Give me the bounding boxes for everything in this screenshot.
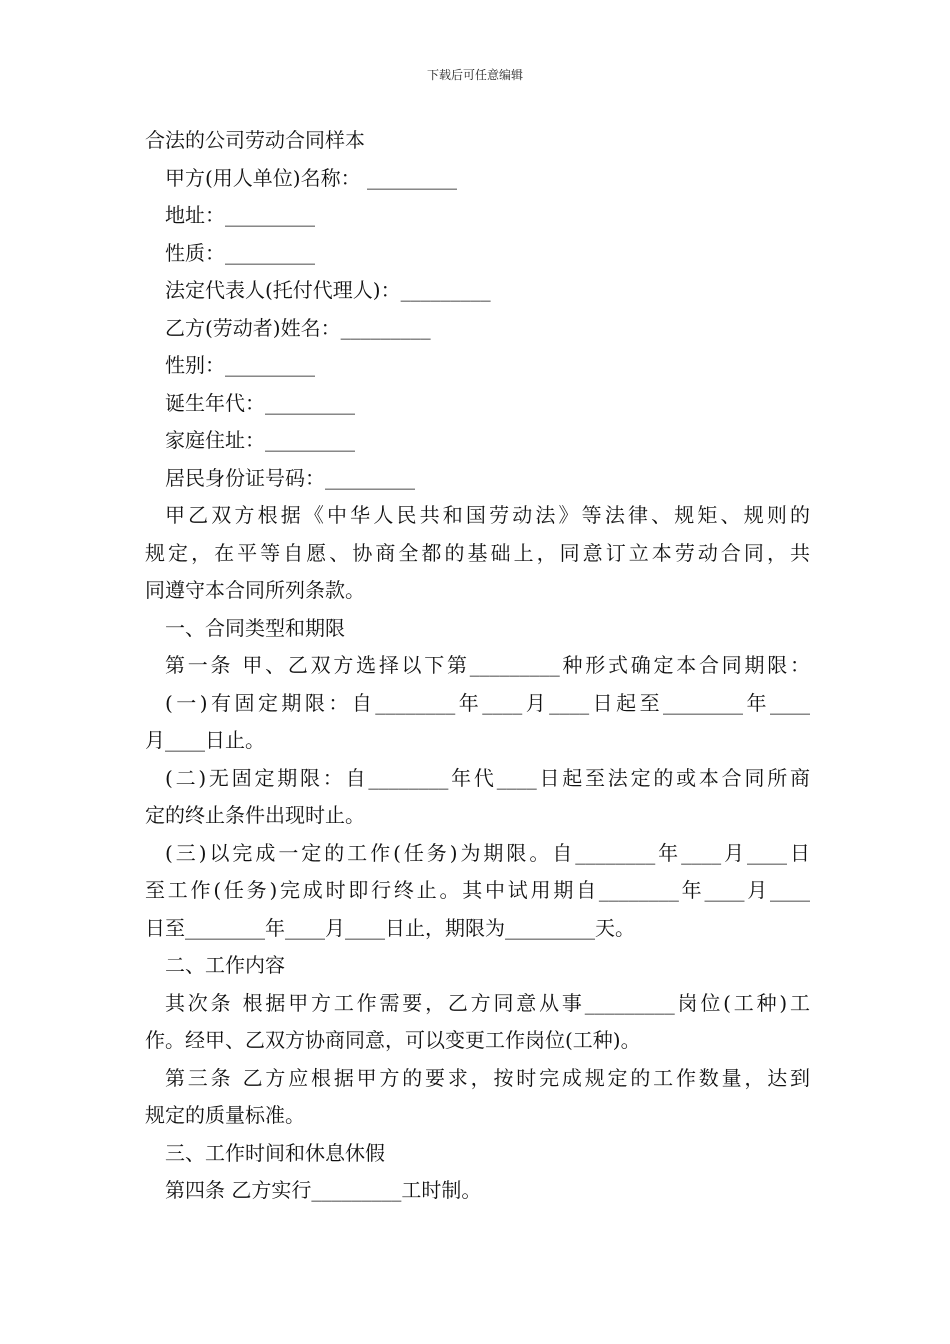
paragraph-line: 作。经甲、乙双方协商同意，可以变更工作岗位(工种)。 bbox=[145, 1028, 641, 1052]
paragraph-line: 第一条 甲、乙双方选择以下第_________种形式确定本合同期限： bbox=[165, 653, 810, 677]
paragraph-line: 第三条 乙方应根据甲方的要求，按时完成规定的工作数量，达到 bbox=[165, 1065, 810, 1090]
field-gender: 性别：_________ bbox=[165, 353, 315, 377]
paragraph-line: (三)以完成一定的工作(任务)为期限。自________年____月____日 bbox=[165, 840, 810, 865]
page-header: 下载后可任意编辑 bbox=[426, 68, 523, 82]
paragraph-line: 规定，在平等自愿、协商全都的基础上，同意订立本劳动合同，共 bbox=[145, 540, 810, 565]
paragraph-line: 第四条 乙方实行_________工时制。 bbox=[165, 1178, 482, 1202]
field-employer-name: 甲方(用人单位)名称： _________ bbox=[165, 165, 457, 190]
paragraph-line: 甲乙双方根据《中华人民共和国劳动法》等法律、规矩、规则的 bbox=[165, 503, 810, 527]
paragraph-line: (二)无固定期限：自________年代____日起至法定的或本合同所商 bbox=[165, 765, 810, 790]
paragraph-line: 其次条 根据甲方工作需要，乙方同意从事_________岗位(工种)工 bbox=[165, 990, 810, 1015]
paragraph-line: 规定的质量标准。 bbox=[145, 1103, 305, 1127]
field-address: 地址：_________ bbox=[165, 203, 315, 227]
field-home-address: 家庭住址：_________ bbox=[165, 428, 355, 452]
field-legal-representative: 法定代表人(托付代理人)：_________ bbox=[165, 278, 491, 302]
paragraph-line: 日至________年____月____日止，期限为_________天。 bbox=[145, 915, 635, 940]
section-heading: 二、工作内容 bbox=[165, 953, 285, 977]
field-employee-name: 乙方(劳动者)姓名：_________ bbox=[165, 315, 431, 340]
field-nature: 性质：_________ bbox=[165, 240, 315, 265]
field-id-number: 居民身份证号码：_________ bbox=[165, 465, 415, 490]
section-heading: 三、工作时间和休息休假 bbox=[165, 1140, 385, 1165]
document-body bbox=[145, 122, 810, 1210]
paragraph-line: 同遵守本合同所列条款。 bbox=[145, 578, 365, 602]
paragraph-line: (一)有固定期限：自________年____月____日起至________年____ bbox=[165, 690, 810, 715]
paragraph-line: 定的终止条件出现时止。 bbox=[145, 803, 365, 827]
field-birth-date: 诞生年代：_________ bbox=[165, 390, 355, 415]
paragraph-line: 月____日止。 bbox=[145, 728, 265, 752]
section-heading: 一、合同类型和期限 bbox=[165, 615, 345, 640]
paragraph-line: 至工作(任务)完成时即行终止。其中试用期自________年____月____ bbox=[145, 878, 810, 902]
document-title: 合法的公司劳动合同样本 bbox=[145, 128, 365, 152]
